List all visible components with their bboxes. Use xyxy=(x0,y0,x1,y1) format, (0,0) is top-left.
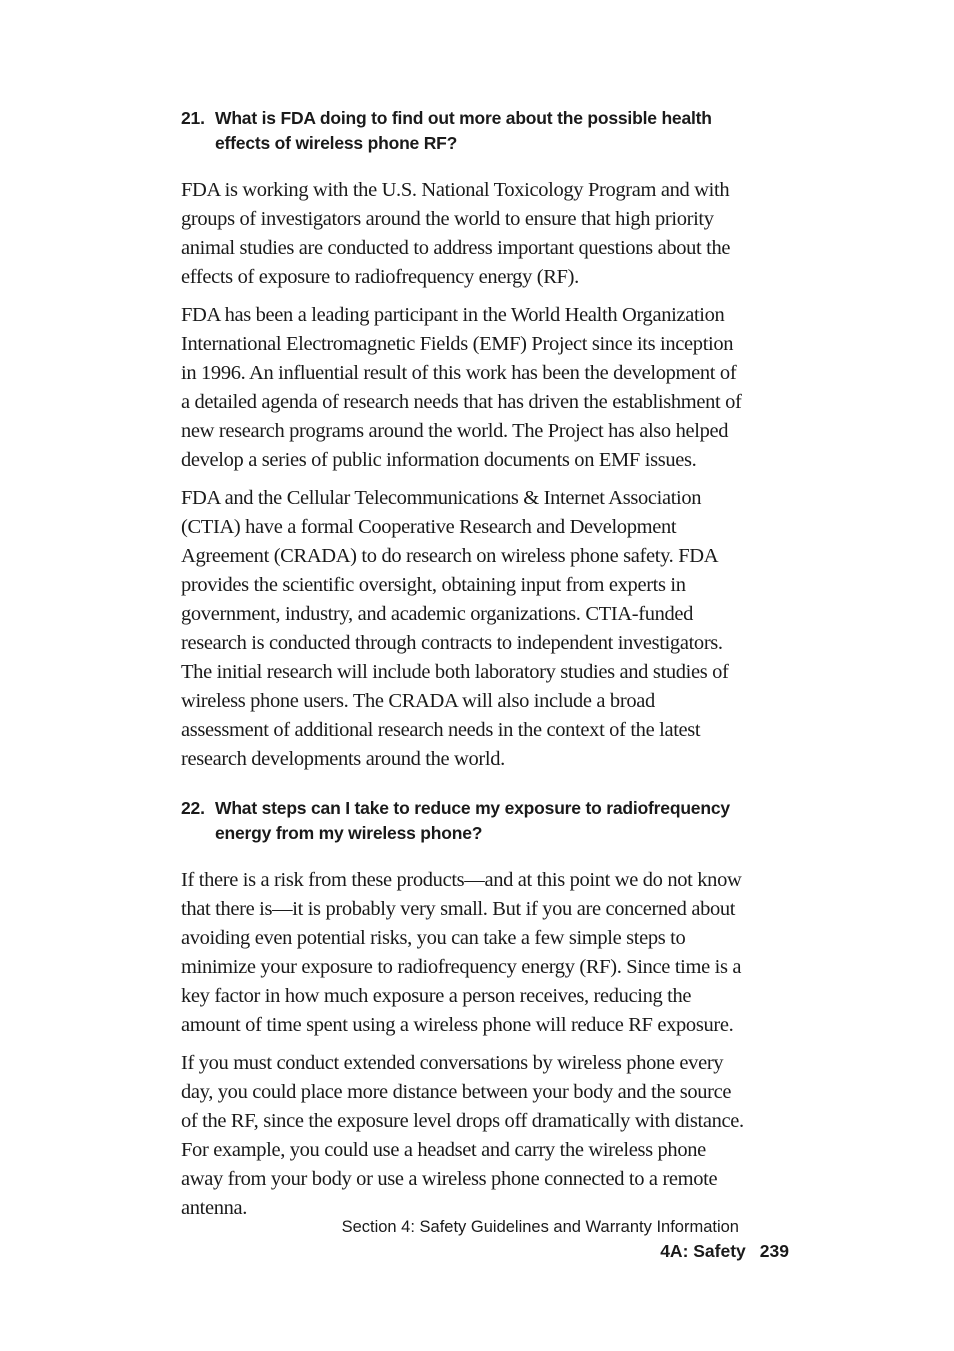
question-21-title: What is FDA doing to find out more about the possible health effects of wireless phone RF? xyxy=(215,108,712,153)
footer-chapter-line xyxy=(342,1239,789,1263)
question-21-number: 21. xyxy=(181,108,205,128)
q21-paragraph-3: FDA and the Cellular Telecommunications & Internet Association (CTIA) have a formal Cooperative Research and Development Agreement (CRADA) to do research on wireless phone safety. FDA provides the scientific oversight, obtaining input from experts in government, industry, and academic organizations. CTIA-funded research is conducted through contracts to independent investigators. The initial research will include both laboratory studies and studies of wireless phone users. The CRADA will also include a broad assessment of additional research needs in the context of the latest research developments around the world. xyxy=(181,487,729,770)
page-footer xyxy=(341,1215,789,1263)
footer-section-title: Section 4: Safety Guidelines and Warranty Information xyxy=(341,1218,739,1236)
question-21-heading xyxy=(181,106,747,156)
page-number: 239 xyxy=(759,1241,789,1261)
question-22-number: 22. xyxy=(181,798,205,818)
q21-paragraph-2: FDA has been a leading participant in the World Health Organization International Electromagnetic Fields (EMF) Project since its inception in 1996. An influential result of this work has been the development of a detailed agenda of research needs that has driven the establishment of new research programs around the world. The Project has also helped develop a series of public information documents on EMF issues. xyxy=(181,304,742,471)
document-page xyxy=(181,106,747,1232)
q21-paragraph-1: FDA is working with the U.S. National Toxicology Program and with groups of investigators around the world to ensure that high priority animal studies are conducted to address important questions about the effects of exposure to radiofrequency energy (RF). xyxy=(181,179,731,288)
q22-paragraph-1: If there is a risk from these products—and at this point we do not know that there is—it is probably very small. But if you are concerned about avoiding even potential risks, you can take a few simple steps to minimize your exposure to radiofrequency energy (RF). Since time is a key factor in how much exposure a person receives, reducing the amount of time spent using a wireless phone will reduce RF exposure. xyxy=(181,869,742,1036)
q22-paragraph-2: If you must conduct extended conversations by wireless phone every day, you could place more distance between your body and the source of the RF, since the exposure level drops off dramatically with distance. For example, you could use a headset and carry the wireless phone away from your body or use a wireless phone connected to a remote antenna. xyxy=(181,1052,744,1219)
footer-chapter: 4A: Safety xyxy=(660,1241,746,1261)
question-22-heading xyxy=(181,796,747,846)
question-22-title: What steps can I take to reduce my exposure to radiofrequency energy from my wireless phone? xyxy=(215,798,730,843)
